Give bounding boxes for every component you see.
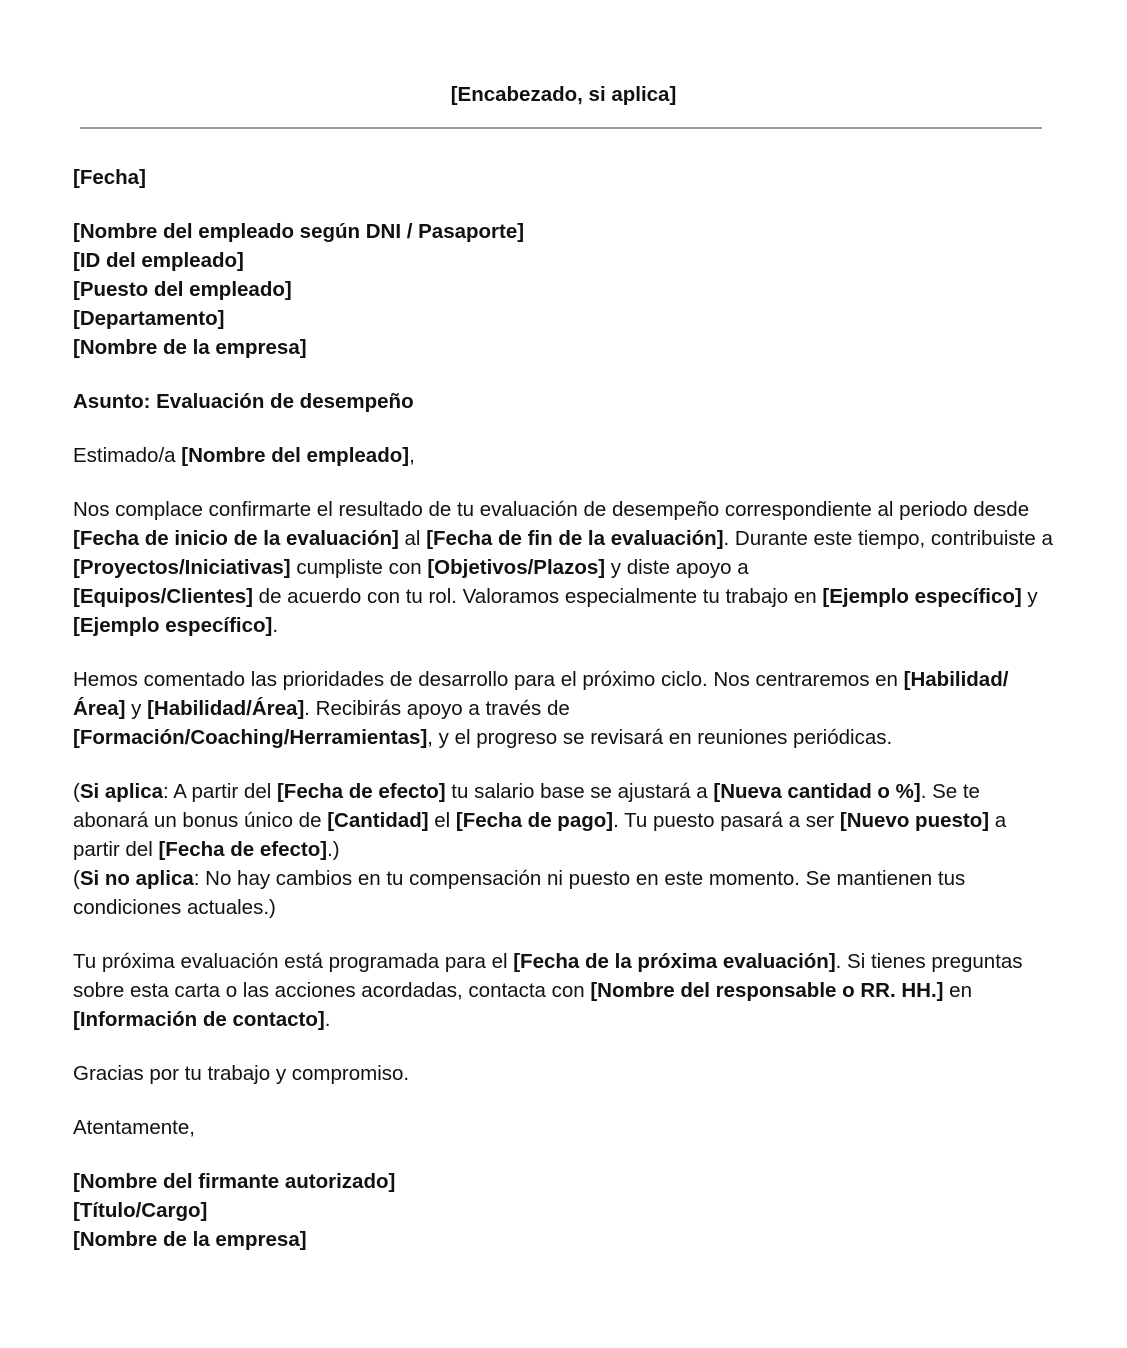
placeholder-segment: [Fecha de fin de la evaluación] <box>426 527 724 550</box>
signature-block <box>73 1167 1058 1254</box>
text-segment: : No hay cambios en tu compensación ni puesto en este momento. Se mantienen tus condiciones actuales.) <box>73 867 966 919</box>
text-segment: y <box>1021 585 1038 608</box>
placeholder-segment: [Nuevo puesto] <box>839 809 990 832</box>
recipient-block <box>73 217 1058 362</box>
placeholder-segment: [Fecha de la próxima evaluación] <box>513 950 836 973</box>
placeholder-segment: Si aplica <box>79 780 164 803</box>
subject-text: Asunto: Evaluación de desempeño <box>73 390 414 413</box>
placeholder-segment: [Habilidad/Área] <box>73 668 1009 720</box>
text-segment: . <box>272 614 279 637</box>
placeholder-segment: [Información de contacto] <box>73 1008 325 1031</box>
text-segment: y <box>125 697 148 720</box>
text-segment: , y el progreso se revisará en reuniones periódicas. <box>427 726 893 749</box>
text-segment: a partir del <box>73 809 1007 861</box>
letter-body <box>73 163 1058 1254</box>
placeholder-segment: [Formación/Coaching/Herramientas] <box>73 726 428 749</box>
placeholder-segment: [Nombre del responsable o RR. HH.] <box>590 979 944 1002</box>
recipient-id: [ID del empleado] <box>73 249 244 272</box>
signer-title: [Título/Cargo] <box>73 1199 208 1222</box>
letter-date <box>73 163 1058 192</box>
text-segment: tu salario base se ajustará a <box>445 780 714 803</box>
text-segment: . Se te abonará un bonus único de <box>73 780 980 832</box>
text-segment: . Durante este tiempo, contribuiste a <box>723 527 1053 550</box>
placeholder-segment: [Cantidad] <box>327 809 429 832</box>
placeholder-segment: Si no aplica <box>79 867 194 890</box>
placeholder-segment: [Equipos/Clientes] <box>73 585 253 608</box>
date-placeholder: [Fecha] <box>73 166 146 189</box>
recipient-position: [Puesto del empleado] <box>73 278 292 301</box>
text-segment: Hemos comentado las prioridades de desarrollo para el próximo ciclo. Nos centraremos en <box>73 668 904 691</box>
greeting-name: [Nombre del empleado] <box>181 444 410 467</box>
text-segment: ( <box>73 780 80 803</box>
closing-line: Atentamente, <box>73 1116 195 1139</box>
signer-name: [Nombre del firmante autorizado] <box>73 1170 396 1193</box>
placeholder-segment: [Proyectos/Iniciativas] <box>73 556 291 579</box>
text-segment: . <box>324 1008 331 1031</box>
placeholder-segment: [Fecha de inicio de la evaluación] <box>73 527 399 550</box>
text-segment: . Si tienes preguntas sobre esta carta o las acciones acordadas, contacta con <box>73 950 1023 1002</box>
paragraph-next-review <box>73 947 1058 1034</box>
recipient-name: [Nombre del empleado según DNI / Pasaporte] <box>73 220 525 243</box>
text-segment: Tu próxima evaluación está programada para el <box>73 950 514 973</box>
thanks-line: Gracias por tu trabajo y compromiso. <box>73 1062 410 1085</box>
recipient-company: [Nombre de la empresa] <box>73 336 307 359</box>
placeholder-segment: [Fecha de efecto] <box>276 780 446 803</box>
paragraph-compensation <box>73 777 1058 922</box>
placeholder-segment: [Fecha de pago] <box>455 809 614 832</box>
placeholder-segment: [Fecha de efecto] <box>158 838 328 861</box>
greeting-suffix: , <box>409 444 415 467</box>
placeholder-segment: [Habilidad/Área] <box>147 697 305 720</box>
header-divider <box>80 127 1042 129</box>
text-segment: el <box>428 809 456 832</box>
placeholder-segment: [Ejemplo específico] <box>73 614 273 637</box>
subject-line <box>73 387 1058 416</box>
text-segment: . Tu puesto pasará a ser <box>613 809 840 832</box>
text-segment: al <box>398 527 427 550</box>
text-segment: cumpliste con <box>290 556 428 579</box>
greeting-prefix: Estimado/a <box>73 444 182 467</box>
greeting <box>73 441 1058 470</box>
text-segment: . Recibirás apoyo a través de <box>304 697 570 720</box>
header-title: [Encabezado, si aplica] <box>450 83 677 106</box>
text-segment: Nos complace confirmarte el resultado de tu evaluación de desempeño correspondiente al periodo desde <box>73 498 1030 521</box>
paragraph-results <box>73 495 1058 640</box>
paragraph-development <box>73 665 1058 752</box>
placeholder-segment: [Nueva cantidad o %] <box>713 780 921 803</box>
recipient-department: [Departamento] <box>73 307 225 330</box>
text-segment: .) <box>327 838 340 861</box>
text-segment: en <box>943 979 972 1002</box>
placeholder-segment: [Ejemplo específico] <box>822 585 1022 608</box>
text-segment: y diste apoyo a <box>605 556 749 579</box>
text-segment: : A partir del <box>163 780 277 803</box>
signer-company: [Nombre de la empresa] <box>73 1228 307 1251</box>
text-segment: de acuerdo con tu rol. Valoramos especialmente tu trabajo en <box>252 585 823 608</box>
text-segment: ( <box>73 867 80 890</box>
placeholder-segment: [Objetivos/Plazos] <box>427 556 606 579</box>
